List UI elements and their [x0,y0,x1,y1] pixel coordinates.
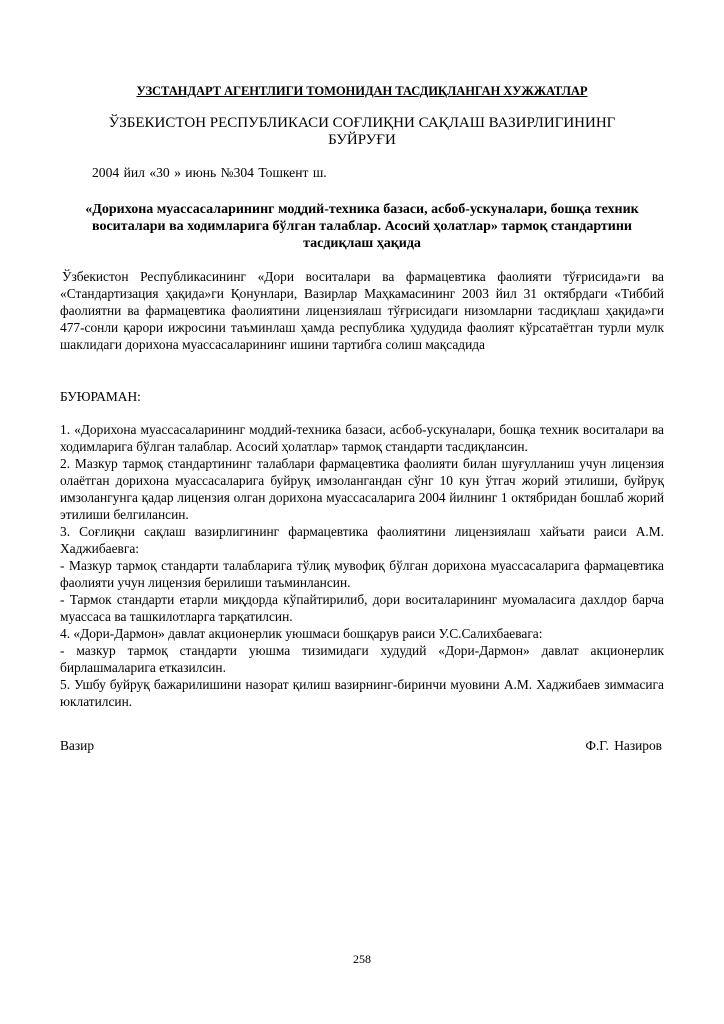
order-item-5: 5. Ушбу буйруқ бажарилишини назорат қилиш вазирнинг-биринчи муовини А.М. Хаджибаев зиммасига юклатилсин. [60,677,664,709]
ministry-heading [60,115,664,149]
agency-header: УЗСТАНДАРТ АГЕНТЛИГИ ТОМОНИДАН ТАСДИҚЛАНГАН ХУЖЖАТЛАР [136,84,588,98]
order-word: БУЮРАМАН: [60,389,141,404]
order-item-3: 3. Соғлиқни сақлаш вазирлигининг фармацевтика фаолиятини лицензиялаш хайъати раиси А.М. Хаджибаевга: [60,524,664,556]
signature-position: Вазир [60,738,95,753]
order-title [60,201,664,252]
order-item-4: 4. «Дори-Дармон» давлат акционерлик уюшмаси бошқарув раиси У.С.Салихбаевага: [60,626,543,641]
order-title-line3: тасдиқлаш ҳақида [303,236,421,251]
order-item-3-sub-2: - Тармок стандарти етарли миқдорда кўпайтирилиб, дори воситаларининг муомаласига дахлдор барча муассаса ва ташкилотларга тарқатилсин. [60,592,664,624]
ministry-heading-line2: БУЙРУҒИ [328,132,396,148]
page-number: 258 [353,952,371,966]
signature-name: Ф.Г. Назиров [585,738,662,753]
order-dateline: 2004 йил «30 » июнь №304 Тошкент ш. [92,165,327,180]
order-item-1: 1. «Дорихона муассасаларининг моддий-техника базаси, асбоб-ускуналари, бошқа техник воситалари ва ходимларига бўлган талаблар. Асосий ҳолатлар» тармоқ стандарти тасдиқлансин. [60,422,664,454]
order-item-3-sub-1: - Мазкур тармоқ стандарти талабларига тўлиқ мувофиқ бўлган дорихона муассасаларига фармацевтика фаолияти учун лицензия берилиши таъминлансин. [60,558,664,590]
order-item-2: 2. Мазкур тармоқ стандартининг талаблари фармацевтика фаолияти билан шуғулланиш учун лицензия олаётган дорихона муассасаларига буйруқ имзолангандан сўнг 10 кун ўтгач жорий этилиши, буйруқ имзолангунга қадар лицензия олган дорихона муассасаларига 2004 йилнинг 1 октябридан бошлаб жорий этилиши белгилансин. [60,456,664,522]
order-item-4-sub-1: - мазкур тармоқ стандарти уюшма тизимидаги худудий «Дори-Дармон» давлат акционерлик бирлашмаларига етказилсин. [60,643,664,675]
ministry-heading-line1: ЎЗБЕКИСТОН РЕСПУБЛИКАСИ СОҒЛИҚНИ САҚЛАШ ВАЗИРЛИГИНИНГ [108,115,616,131]
order-items [60,421,664,710]
preamble-paragraph: Ўзбекистон Республикасининг «Дори воситалари ва фармацевтика фаолияти тўғрисида»ги ва «Стандартизация ҳақида»ги Қонунлари, Вазирлар Маҳкамасининг 2003 йил 31 октябрдаги «Тиббий фаолиятни ва фармацевтика фаолиятини лицензиялаш тўғрисидаги низомларни тасдиқлаш ҳақида»ги 477-сонли қарори ижросини таъминлаш ҳамда республика ҳудудида фаолият кўрсатаётган турли мулк шаклидаги дорихона муассасаларининг ишини тартибга солиш мақсадида [60,269,664,352]
order-title-line2: воситалари ва ходимларига бўлган талаблар. Асосий ҳолатлар» тармоқ стандартини [91,219,633,234]
order-title-line1: «Дорихона муассасаларининг моддий-техника базаси, асбоб-ускуналари, бошқа техник [85,202,639,217]
